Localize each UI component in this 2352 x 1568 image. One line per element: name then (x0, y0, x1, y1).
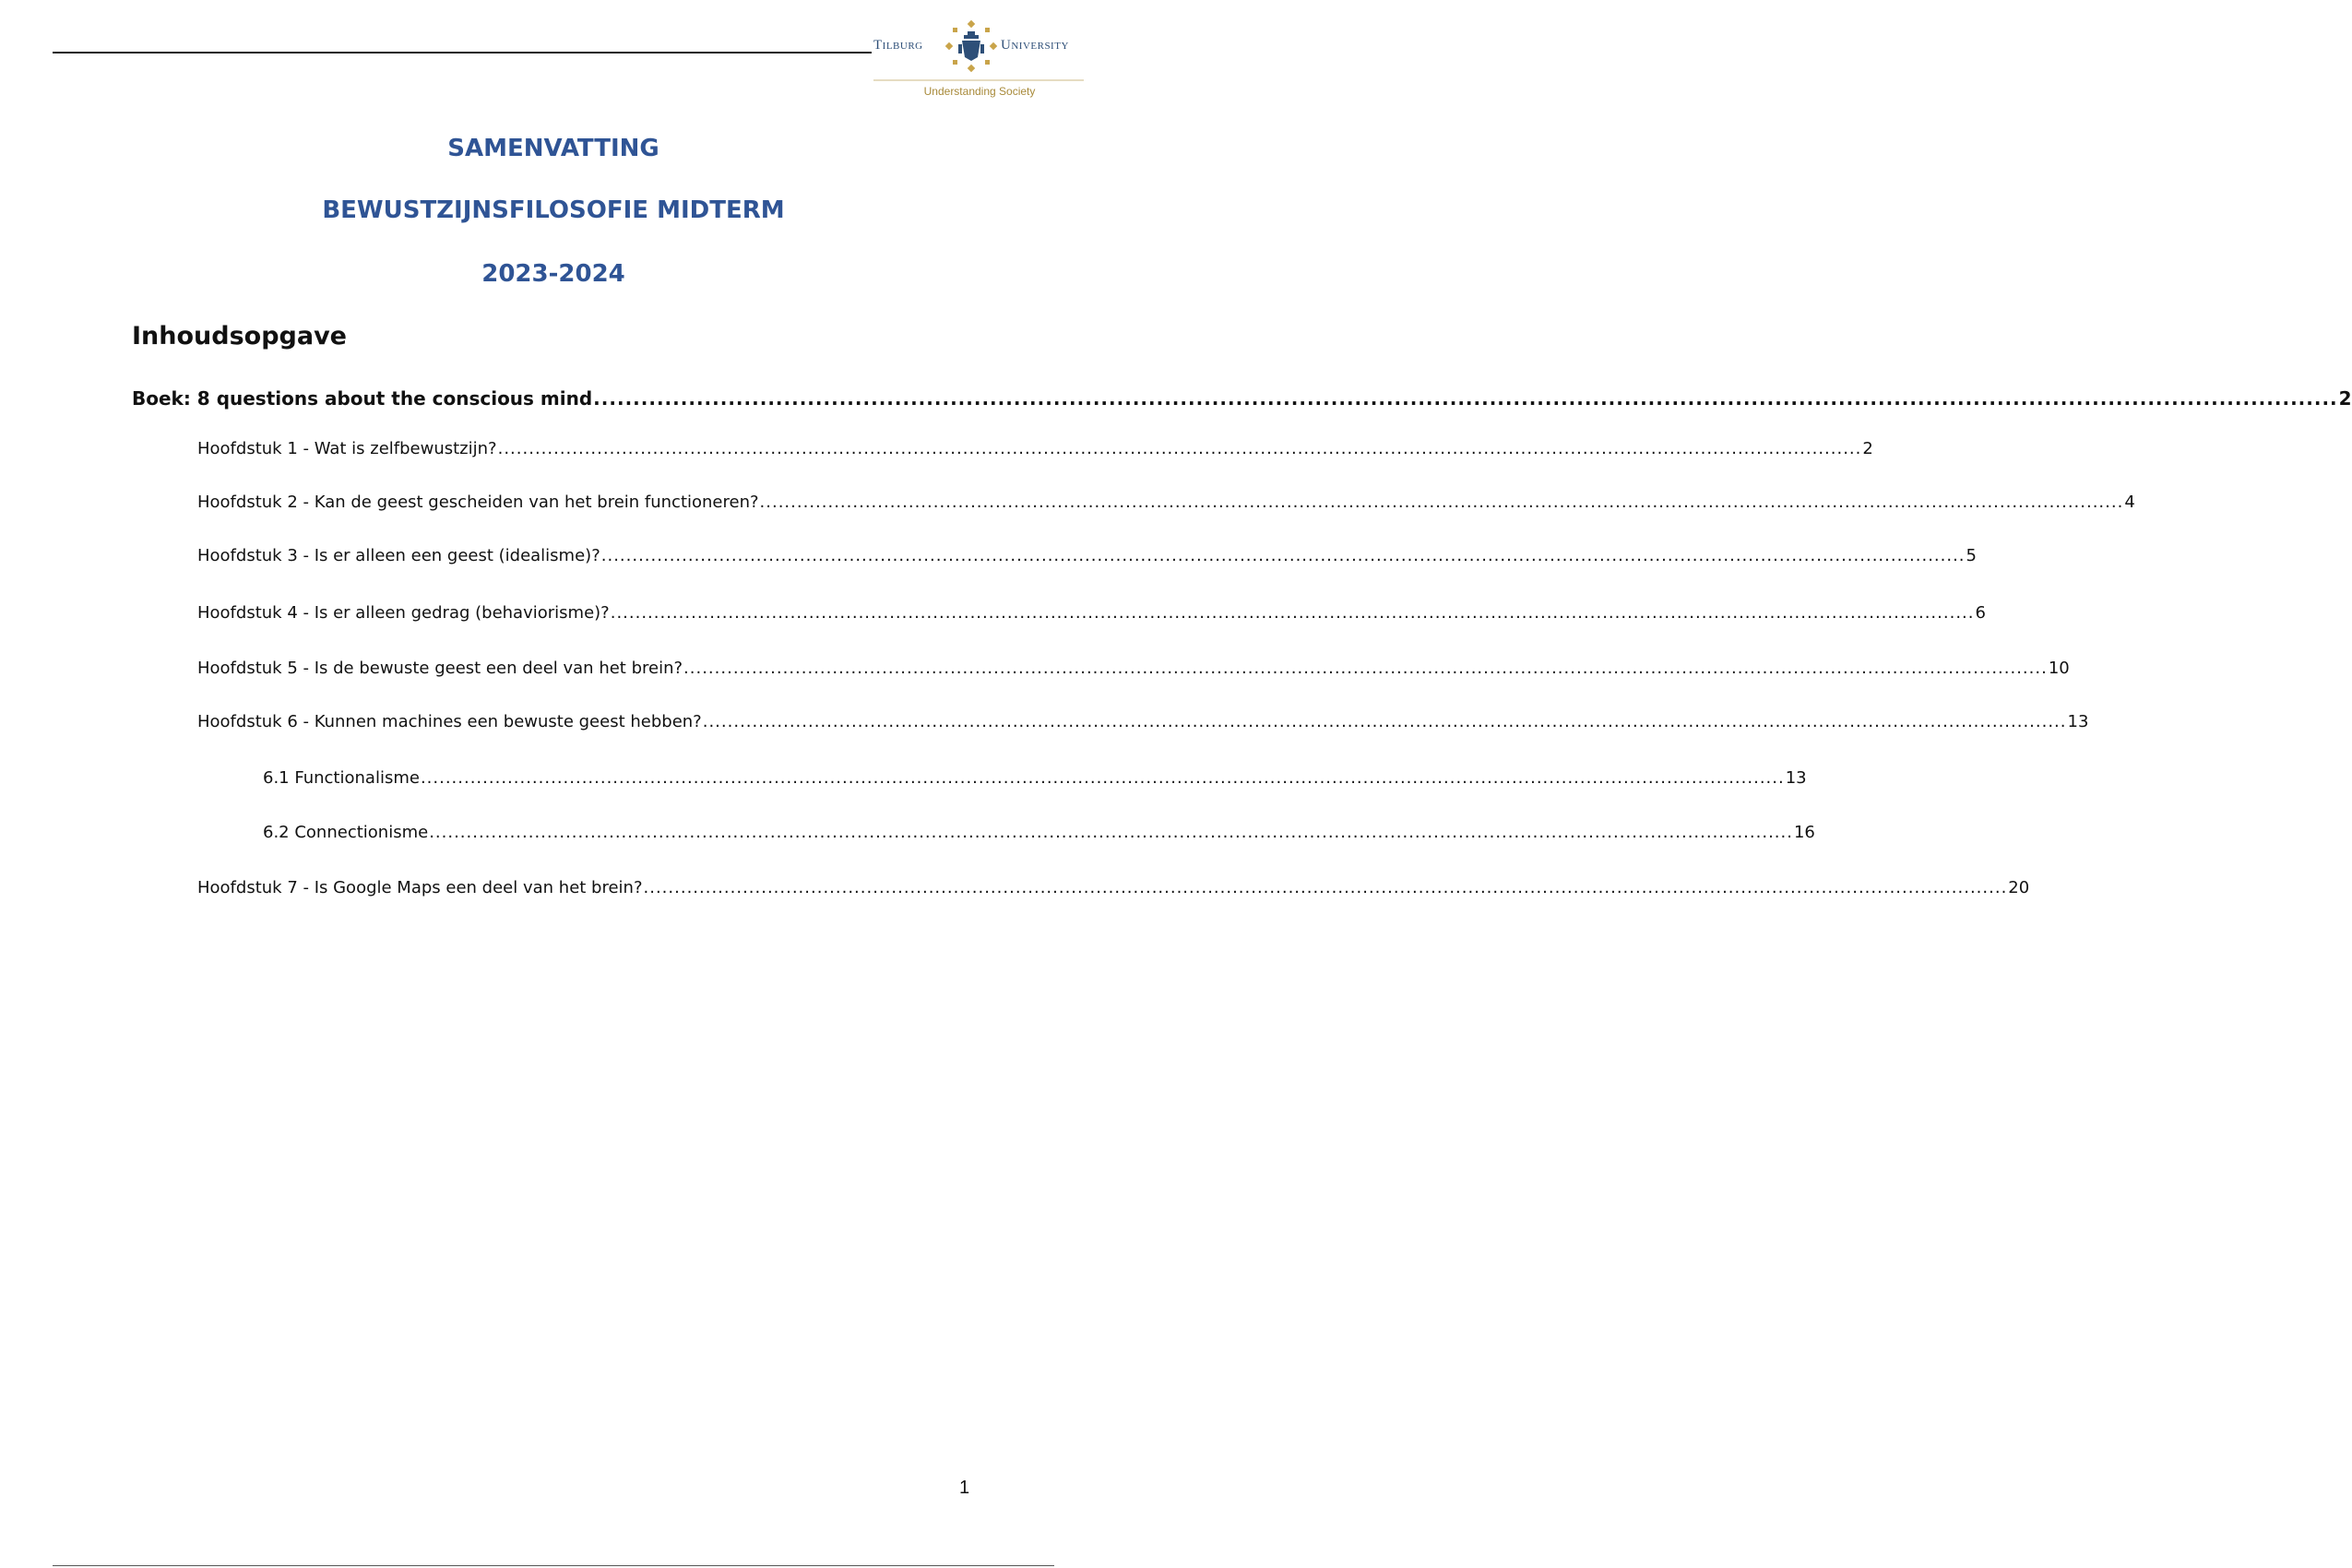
logo-rule (873, 79, 1084, 81)
toc-entry-label: Hoofdstuk 5 - Is de bewuste geest een deel van het brein? (197, 659, 683, 678)
document-title-line-2: BEWUSTZIJNSFILOSOFIE MIDTERM (322, 196, 785, 224)
toc-entry-label: Hoofdstuk 7 - Is Google Maps een deel van het brein? (197, 878, 643, 897)
logo-right-word: University (1001, 38, 1069, 53)
toc-dot-leader: ............................................................................................................................................................................................................................ (600, 546, 1966, 565)
toc-entry-label: Boek: 8 questions about the conscious mind (132, 387, 593, 410)
toc-dot-leader: ............................................................................................................................................................................................................................ (420, 768, 1785, 788)
toc-entry-page: 10 (2048, 659, 2070, 678)
toc-entry-section[interactable] (263, 768, 1807, 788)
toc-entry-page: 20 (2008, 878, 2030, 897)
toc-dot-leader: ............................................................................................................................................................................................................................ (429, 823, 1793, 842)
toc-entry-page: 13 (1785, 768, 1807, 788)
page-number: 1 (959, 1478, 970, 1498)
toc-entry-label: 6.1 Functionalisme (263, 768, 420, 788)
toc-entry-chapter[interactable] (197, 603, 1986, 623)
toc-entry-page: 13 (2067, 712, 2089, 731)
toc-entry-page: 4 (2124, 493, 2135, 512)
toc-entry-chapter[interactable] (197, 659, 2070, 678)
toc-entry-chapter[interactable] (197, 712, 2089, 731)
toc-dot-leader: ............................................................................................................................................................................................................................ (593, 387, 2338, 410)
toc-entry-chapter[interactable] (197, 439, 1873, 458)
toc-entry-label: Hoofdstuk 4 - Is er alleen gedrag (behaviorisme)? (197, 603, 610, 623)
header-rule (53, 52, 872, 53)
toc-dot-leader: ............................................................................................................................................................................................................................ (610, 603, 1975, 623)
logo-left-word: Tilburg (873, 38, 923, 53)
toc-entry-page: 2 (1862, 439, 1873, 458)
toc-heading: Inhoudsopgave (132, 322, 347, 350)
footer-rule (53, 1565, 1054, 1566)
toc-entry-book[interactable] (132, 387, 2352, 410)
logo-tagline: Understanding Society (923, 85, 1036, 98)
toc-dot-leader: ............................................................................................................................................................................................................................ (702, 712, 2067, 731)
toc-entry-page: 16 (1793, 823, 1815, 842)
toc-entry-label: Hoofdstuk 1 - Wat is zelfbewustzijn? (197, 439, 497, 458)
toc-entry-chapter[interactable] (197, 546, 1977, 565)
toc-entry-page: 2 (2338, 387, 2352, 410)
toc-entry-chapter[interactable] (197, 493, 2135, 512)
university-seal-icon (945, 20, 997, 72)
toc-entry-section[interactable] (263, 823, 1815, 842)
toc-dot-leader: ............................................................................................................................................................................................................................ (497, 439, 1862, 458)
toc-entry-label: Hoofdstuk 3 - Is er alleen een geest (idealisme)? (197, 546, 600, 565)
toc-entry-label: Hoofdstuk 6 - Kunnen machines een bewuste geest hebben? (197, 712, 702, 731)
toc-entry-label: Hoofdstuk 2 - Kan de geest gescheiden van het brein functioneren? (197, 493, 759, 512)
document-title-line-1: SAMENVATTING (447, 135, 659, 162)
toc-entry-chapter[interactable] (197, 878, 2030, 897)
document-title-year: 2023-2024 (481, 260, 625, 288)
toc-dot-leader: ............................................................................................................................................................................................................................ (683, 659, 2048, 678)
tilburg-university-logo (872, 17, 1087, 103)
toc-dot-leader: ............................................................................................................................................................................................................................ (759, 493, 2124, 512)
toc-entry-label: 6.2 Connectionisme (263, 823, 429, 842)
toc-entry-page: 6 (1975, 603, 1986, 623)
toc-entry-page: 5 (1966, 546, 1977, 565)
toc-dot-leader: ............................................................................................................................................................................................................................ (643, 878, 2008, 897)
